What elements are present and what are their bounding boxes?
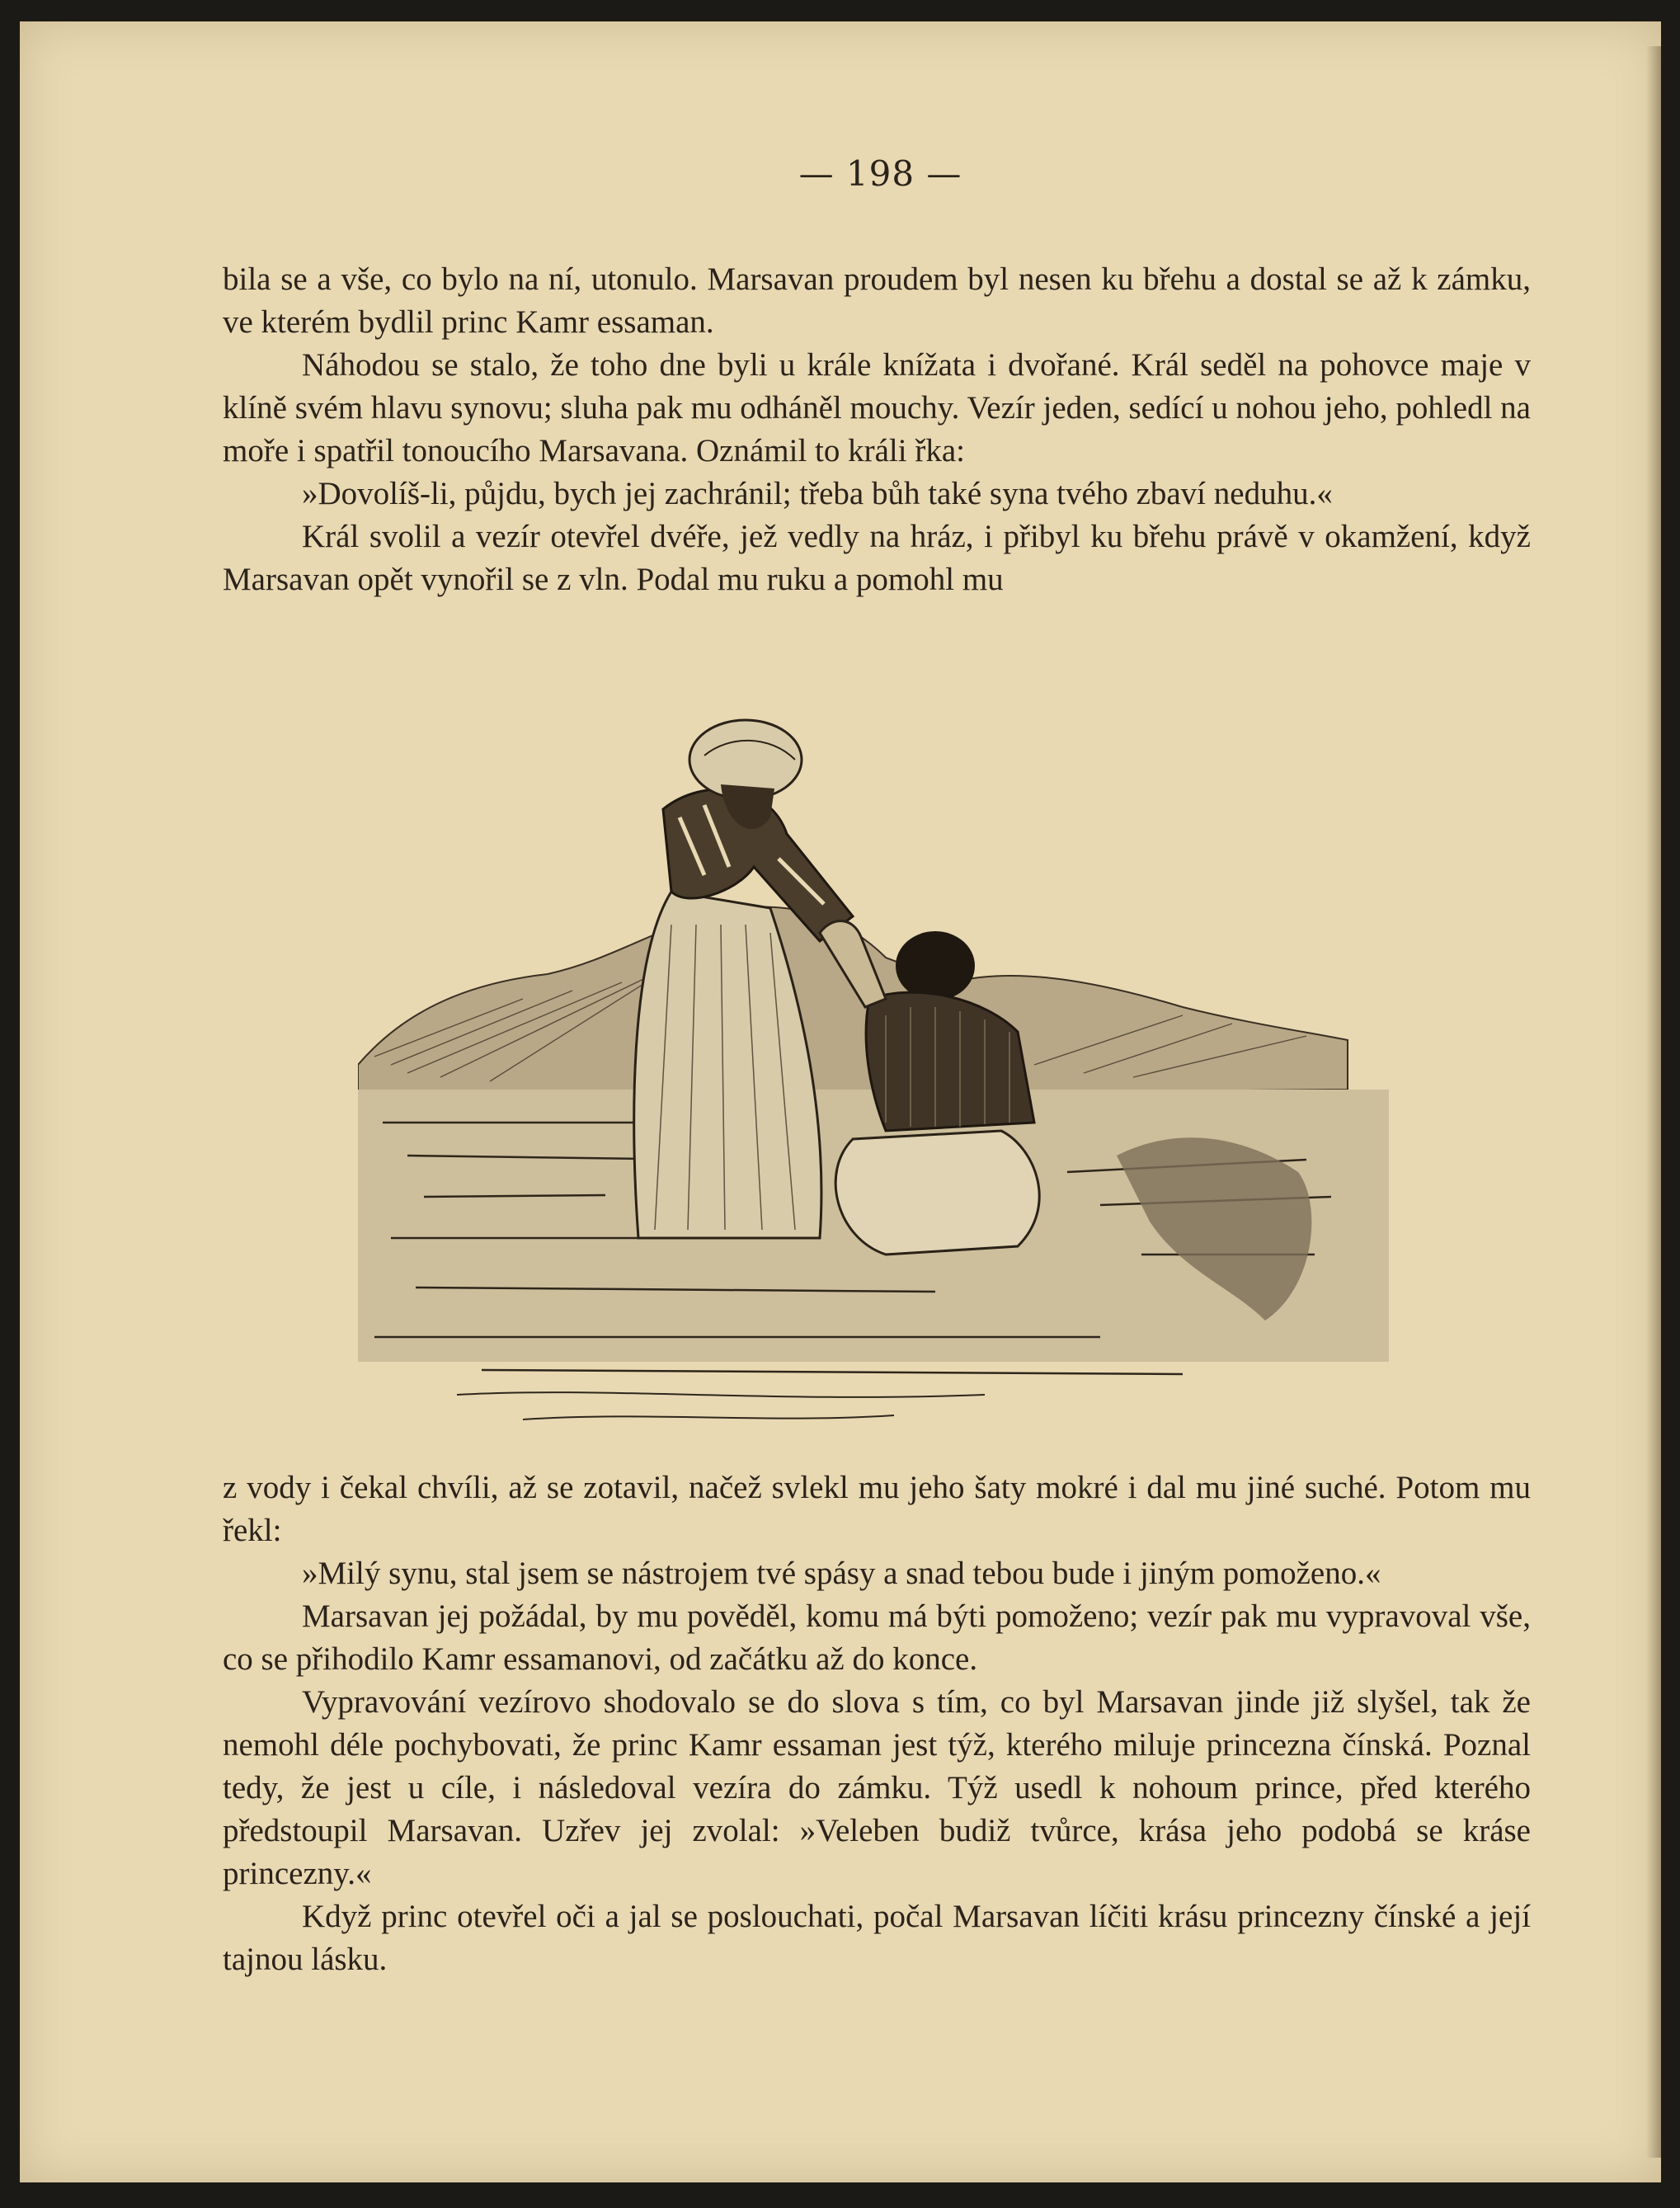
page-number: — 198 — (798, 153, 962, 194)
book-page (20, 21, 1661, 2182)
paragraph: z vody i čekal chvíli, až se zotavil, načež svlekl mu jeho šaty mokré i dal mu jiné suché. Potom mu řekl: (223, 1470, 1531, 1548)
engraving-illustration (358, 710, 1389, 1428)
paragraph: Když princ otevřel oči a jal se poslouchati, počal Marsavan líčiti krásu princezny čínské a její tajnou lásku. (223, 1899, 1531, 1977)
marsavan-legs (835, 1131, 1039, 1255)
marsavan-head (896, 931, 975, 1000)
paragraph: Vypravování vezírovo shodovalo se do slova s tím, co byl Marsavan jinde již slyšel, tak že nemohl déle pochybovati, že princ Kamr essaman jest týž, kterého miluje princezna čínská. Poznal tedy, že jest u cíle, i následoval vezíra do zámku. Týž usedl k nohoum prince, před kterého předstoupil Marsavan. Uzřev jej zvolal: »Veleben budiž tvůrce, krása jeho podobá se kráse princezny.« (223, 1684, 1531, 1891)
paragraph: »Dovolíš-li, půjdu, bych jej zachránil; třeba bůh také syna tvého zbaví neduhu.« (302, 476, 1333, 511)
paragraph: Marsavan jej požádal, by mu pověděl, komu má býti pomoženo; vezír pak mu vypravoval vše, co se přihodilo Kamr essamanovi, od začátku až do konce. (223, 1598, 1531, 1677)
text-block-bottom (223, 1467, 1531, 1981)
paragraph: Král svolil a vezír otevřel dvéře, jež vedly na hráz, i přibyl ku břehu právě v okamžení, když Marsavan opět vynořil se z vln. Podal mu ruku a pomohl mu (223, 519, 1531, 597)
text-block-top (223, 258, 1531, 601)
paragraph: »Milý synu, stal jsem se nástrojem tvé spásy a snad tebou bude i jiným pomoženo.« (302, 1556, 1381, 1591)
paragraph: bila se a vše, co bylo na ní, utonulo. Marsavan proudem byl nesen ku břehu a dostal se až k zámku, ve kterém bydlil princ Kamr essaman. (223, 261, 1531, 340)
paragraph: Náhodou se stalo, že toho dne byli u krále knížata i dvořané. Král seděl na pohovce maje v klíně svém hlavu synovu; sluha pak mu odháněl mouchy. Vezír jeden, sedící u nohou jeho, pohledl na moře i spatřil tonoucího Marsavana. Oznámil to králi řka: (223, 347, 1531, 468)
